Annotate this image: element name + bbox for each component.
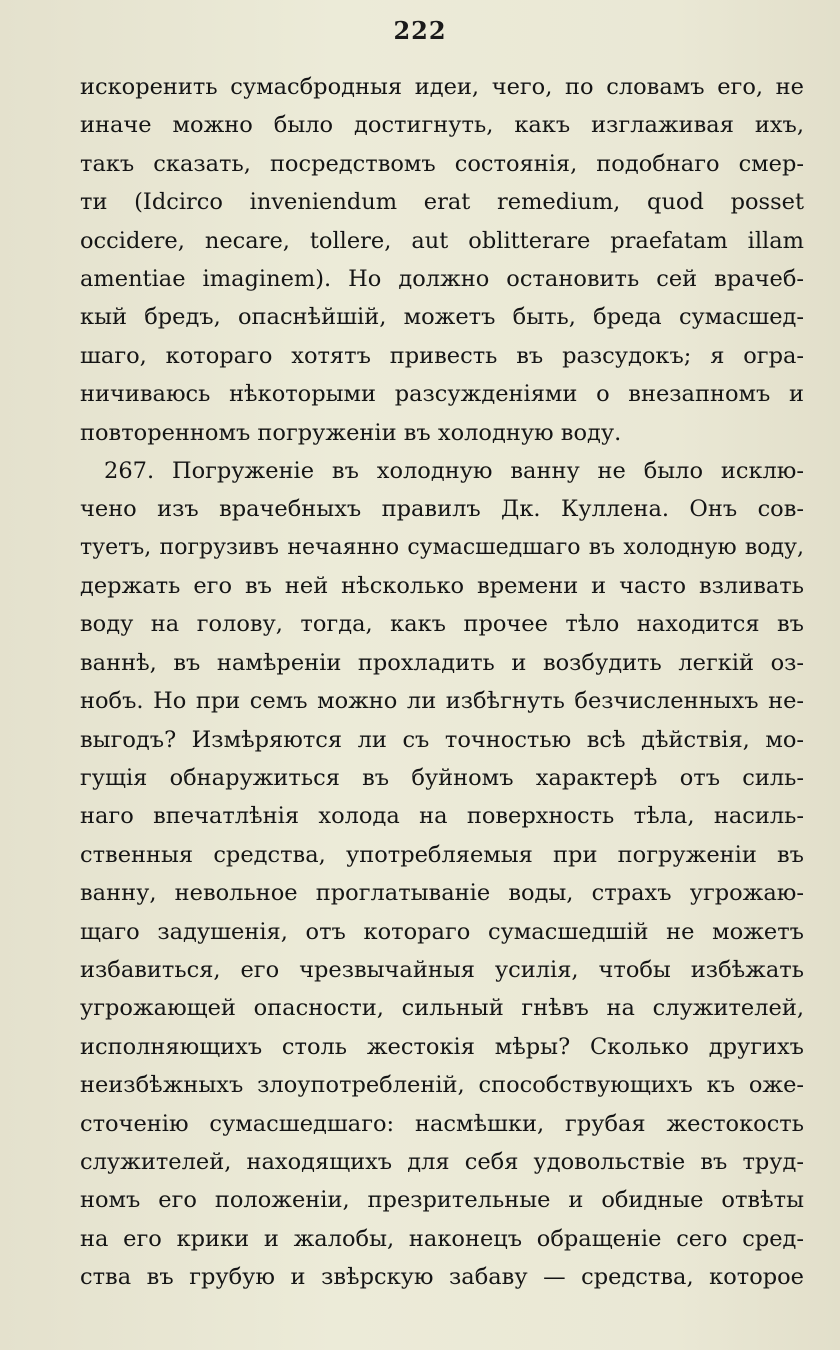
text-line: шаго, котораго хотятъ привесть въ разсудокъ; я огра- (80, 342, 804, 369)
text-line: нобъ. Но при семъ можно ли избѣгнуть безчисленныхъ не- (80, 688, 804, 715)
text-line: occidere, necare, tollere, aut oblitterare praefatam illam (80, 227, 804, 254)
text-line: ти (Idcirco inveniendum erat remedium, quod posset (80, 189, 804, 216)
text-line: наго впечатлѣнія холода на поверхность тѣла, насиль- (80, 803, 804, 830)
body-text (80, 68, 804, 1297)
text-line: неизбѣжныхъ злоупотребленій, способствующихъ къ оже- (80, 1072, 804, 1099)
text-line: повторенномъ погруженіи въ холодную воду. (80, 419, 622, 446)
text-line: ничиваюсь нѣкоторыми разсужденіями о внезапномъ и (80, 381, 804, 408)
text-line: сточенію сумасшедшаго: насмѣшки, грубая жестокость (80, 1110, 804, 1137)
text-line: amentiae imaginem). Но должно остановить сей врачеб- (80, 265, 804, 292)
text-line: на его крики и жалобы, наконецъ обращеніе сего сред- (80, 1225, 804, 1252)
text-line: ваннѣ, въ намѣреніи прохладить и возбудить легкій оз- (80, 649, 804, 676)
paragraph-1 (80, 68, 804, 452)
text-line: туетъ, погрузивъ нечаянно сумасшедшаго въ холодную воду, (80, 534, 804, 560)
text-line: исполняющихъ столь жестокія мѣры? Сколько другихъ (80, 1033, 804, 1060)
text-line: ства въ грубую и звѣрскую забаву — средства, которое (80, 1264, 804, 1291)
text-line: ванну, невольное проглатываніе воды, страхъ угрожаю- (80, 880, 804, 907)
text-line: чено изъ врачебныхъ правилъ Дк. Куллена. Онъ сов- (80, 496, 804, 523)
text-line: гущія обнаружиться въ буйномъ характерѣ отъ силь- (80, 765, 804, 792)
text-line: воду на голову, тогда, какъ прочее тѣло находится въ (80, 611, 804, 638)
page-number: 222 (393, 16, 447, 45)
text-line: ственныя средства, употребляемыя при погруженіи въ (80, 841, 804, 868)
paragraph-2 (80, 452, 804, 1297)
text-line: щаго задушенія, отъ котораго сумасшедшій не можетъ (80, 918, 804, 945)
text-line: такъ сказать, посредствомъ состоянія, подобнаго смер- (80, 150, 804, 177)
text-line: кый бредъ, опаснѣйшій, можетъ быть, бреда сумасшед- (80, 304, 804, 331)
text-line: избавиться, его чрезвычайныя усилія, чтобы избѣжать (80, 956, 804, 983)
text-line: иначе можно было достигнуть, какъ изглаживая ихъ, (80, 112, 804, 139)
text-line: искоренить сумасбродныя идеи, чего, по словамъ его, не (80, 74, 804, 100)
text-line: держать его въ ней нѣсколько времени и часто взливать (80, 573, 804, 600)
text-line: служителей, находящихъ для себя удовольствіе въ труд- (80, 1148, 804, 1175)
text-line: номъ его положеніи, презрительные и обидные отвѣты (80, 1187, 804, 1214)
text-line: выгодъ? Измѣряются ли съ точностью всѣ дѣйствія, мо- (80, 726, 804, 753)
text-line: угрожающей опасности, сильный гнѣвъ на служителей, (80, 995, 804, 1022)
text-line: 267. Погруженіе въ холодную ванну не было исклю- (104, 457, 804, 484)
